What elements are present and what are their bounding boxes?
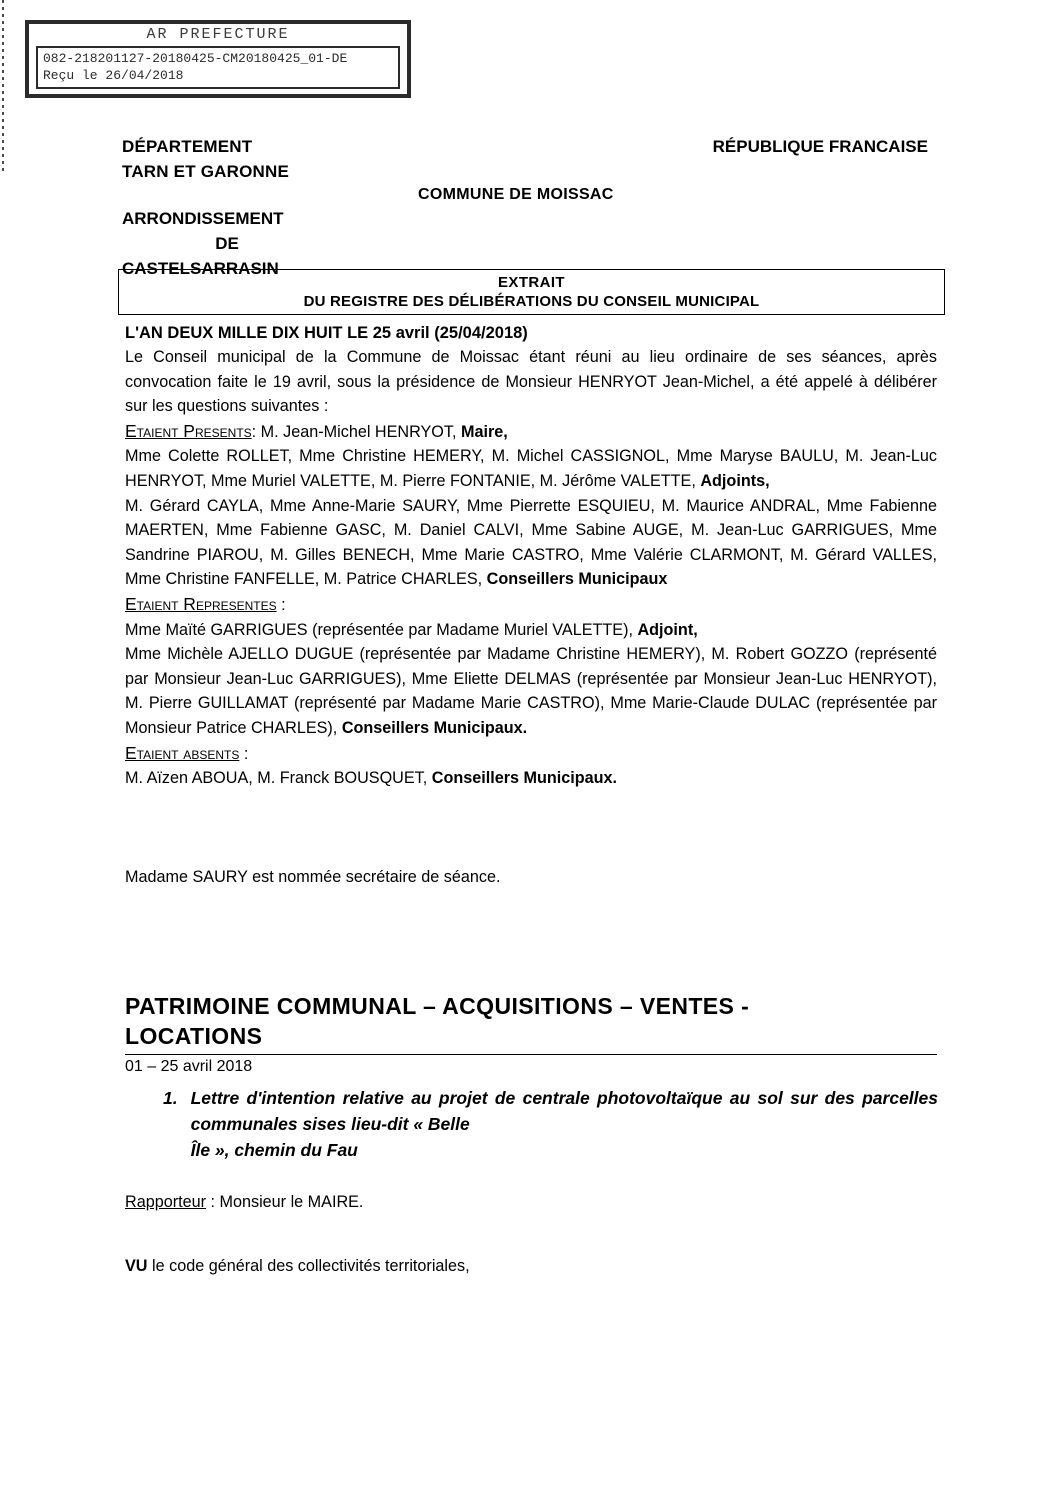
ar-prefecture-stamp (25, 20, 411, 98)
scan-edge-artifact (2, 0, 4, 172)
presents-mayor: : M. Jean-Michel HENRYOT, (251, 422, 461, 441)
adjoints-role: Adjoints, (700, 471, 770, 490)
absent-paragraph (125, 766, 937, 791)
absent-label: Etaient absents (125, 742, 240, 763)
represented-first-line (125, 618, 937, 643)
vu-line (125, 1254, 470, 1278)
section-heading-block (125, 991, 937, 1078)
section-title-main: PATRIMOINE COMMUNAL – ACQUISITIONS – VENTES - (125, 993, 750, 1019)
extrait-title: EXTRAIT (498, 274, 565, 291)
absent-label-suffix: : (239, 744, 249, 763)
vu-text: le code général des collectivités territoriales, (147, 1257, 470, 1275)
rapporteur-value: : Monsieur le MAIRE. (206, 1193, 364, 1211)
represented-first-name: Mme Maïté GARRIGUES (représentée par Madame Muriel VALETTE), (125, 620, 638, 639)
agenda-item-1 (163, 1085, 938, 1163)
body-spacer (125, 791, 937, 865)
extrait-subtitle: DU REGISTRE DES DÉLIBÉRATIONS DU CONSEIL MUNICIPAL (303, 293, 760, 310)
arrondissement-line-2: DE (215, 234, 239, 253)
absent-role: Conseillers Municipaux. (431, 769, 618, 788)
agenda-item-text-main: Lettre d'intention relative au projet de centrale photovoltaïque au sol sur des parcelles communales sises lieu-dit « Belle (190, 1088, 938, 1134)
adjoints-paragraph (125, 444, 937, 493)
commune-label: COMMUNE DE MOISSAC (418, 186, 614, 203)
conseillers-names: M. Gérard CAYLA, Mme Anne-Marie SAURY, Mme Pierrette ESQUIEU, M. Maurice ANDRAL, Mme Fabienne MAERTEN, Mme Fabienne GASC, M. Daniel CALVI, Mme Sabine AUGE, M. Jean-Luc GARRIGUES, Mme Sandrine PIAROU, M. Gilles BENECH, Mme Marie CASTRO, Mme Valérie CLARMONT, M. Gérard VALLES, Mme Christine FANFELLE, M. Patrice CHARLES, (125, 496, 937, 589)
section-date: 01 – 25 avril 2018 (125, 1058, 253, 1075)
presents-heading-line (125, 419, 937, 445)
absent-heading-line (125, 741, 937, 767)
conseillers-role: Conseillers Municipaux (486, 570, 668, 589)
convocation-paragraph: Le Conseil municipal de la Commune de Moissac étant réuni au lieu ordinaire de ses séances, après convocation faite le 19 avril, sous la présidence de Monsieur HENRYOT Jean-Michel, a été appelé à délibérer sur les questions suivantes : (125, 348, 937, 416)
rapporteur-label: Rapporteur (125, 1193, 206, 1211)
section-rule (125, 1054, 937, 1055)
rapporteur-line (125, 1190, 363, 1214)
section-title-last: LOCATIONS (125, 1023, 263, 1049)
stamp-reference: 082-218201127-20180425-CM20180425_01-DE (43, 51, 348, 66)
arrondissement-line-3: CASTELSARRASIN (122, 259, 279, 278)
represented-paragraph (125, 642, 937, 740)
stamp-inner-box (36, 46, 400, 89)
represented-names: Mme Michèle AJELLO DUGUE (représentée par Madame Christine HEMERY), M. Robert GOZZO (représenté par Monsieur Jean-Luc GARRIGUES), Mme Eliette DELMAS (représentée par Monsieur Jean-Luc HENRYOT), M. Pierre GUILLAMAT (représenté par Madame Marie CASTRO), Mme Marie-Claude DULAC (représentée par Monsieur Patrice CHARLES), (125, 645, 937, 737)
extrait-box (118, 269, 945, 315)
department-line-2: TARN ET GARONNE (122, 162, 290, 181)
secretary-line: Madame SAURY est nommée secrétaire de séance. (125, 867, 501, 886)
agenda-item-text-last: Île », chemin du Fau (190, 1140, 358, 1160)
presents-label: Etaient Presents (125, 420, 252, 441)
stamp-title: AR PREFECTURE (146, 26, 290, 43)
presents-mayor-role: Maire, (460, 422, 508, 441)
represented-first-role: Adjoint, (637, 620, 698, 639)
vu-label: VU (125, 1257, 148, 1275)
adjoints-names: Mme Colette ROLLET, Mme Christine HEMERY, M. Michel CASSIGNOL, Mme Maryse BAULU, M. Jean-Luc HENRYOT, Mme Muriel VALETTE, M. Pierre FONTANIE, M. Jérôme VALETTE, (125, 447, 937, 490)
represented-role: Conseillers Municipaux. (341, 718, 528, 737)
republic-label: RÉPUBLIQUE FRANCAISE (712, 137, 928, 156)
agenda-item-text (191, 1085, 938, 1163)
represented-label-suffix: : (276, 595, 286, 614)
conseillers-paragraph (125, 494, 937, 592)
section-title (125, 991, 937, 1051)
arrondissement-line-1: ARRONDISSEMENT (122, 209, 284, 228)
absent-names: M. Aïzen ABOUA, M. Franck BOUSQUET, (125, 769, 432, 788)
stamp-received-date: Reçu le 26/04/2018 (43, 68, 184, 83)
department-line-1: DÉPARTEMENT (122, 137, 253, 156)
deliberation-body (125, 321, 937, 889)
represented-heading-line (125, 592, 937, 618)
represented-label: Etaient Representes (125, 593, 277, 614)
department-block (122, 134, 289, 184)
year-line: L'AN DEUX MILLE DIX HUIT LE 25 avril (25/04/2018) (125, 324, 528, 342)
agenda-item-number: 1. (163, 1088, 178, 1108)
